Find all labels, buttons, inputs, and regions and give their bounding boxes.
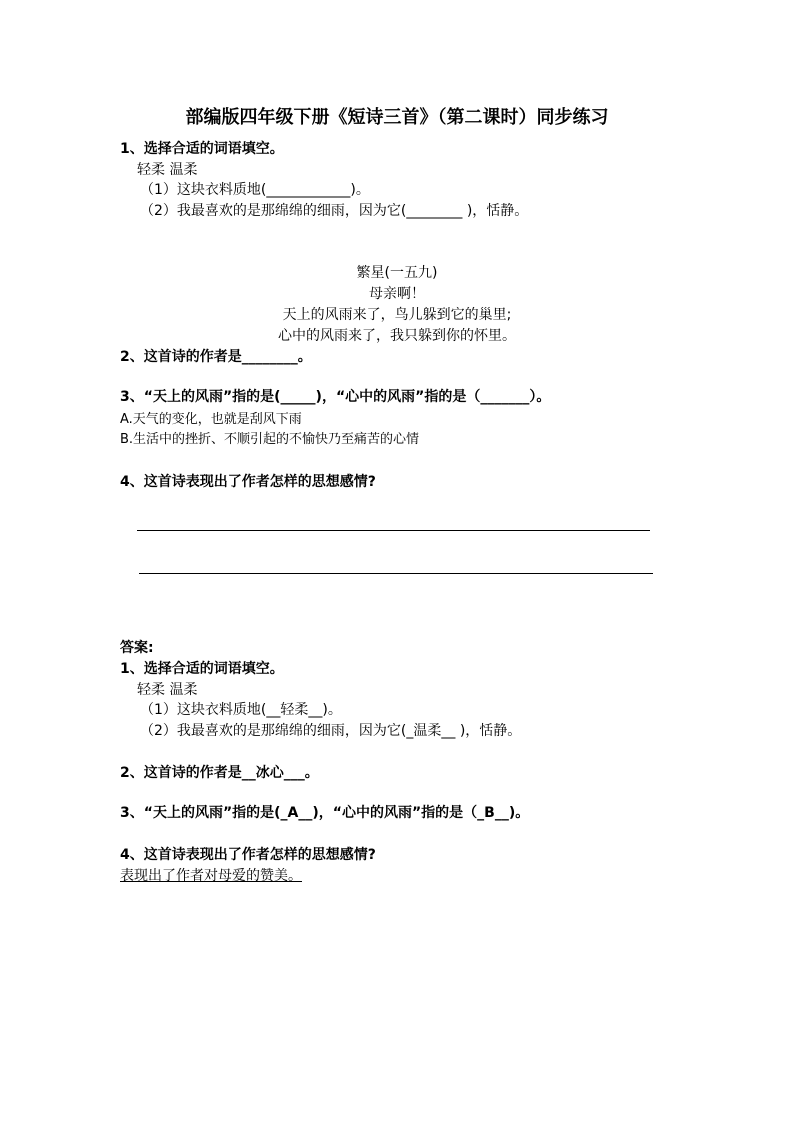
answer-1-word-choices: 轻柔 温柔 [137, 682, 198, 698]
answer-1-item-2: （2）我最喜欢的是那绵绵的细雨，因为它(_温柔__ )，恬静。 [140, 723, 522, 739]
question-2: 2、这首诗的作者是________。 [120, 349, 312, 365]
question-3: 3、“天上的风雨”指的是(_____)，“心中的风雨”指的是（_______）。 [120, 389, 551, 405]
answer-1-heading: 1、选择合适的词语填空。 [120, 661, 284, 677]
answer-1-item-1: （1）这块衣料质地(__轻柔__)。 [140, 702, 342, 718]
poem-title: 繁星(一五九) [356, 265, 438, 281]
poem-line-2: 天上的风雨来了，鸟儿躲到它的巢里; [282, 307, 512, 323]
answer-3: 3、“天上的风雨”指的是(_A__)，“心中的风雨”指的是（_B__)。 [120, 805, 530, 821]
poem-line-1: 母亲啊！ [369, 286, 425, 302]
question-3-option-b: B.生活中的挫折、不顺引起的不愉快乃至痛苦的心情 [120, 432, 420, 447]
answer-4-text: 表现出了作者对母爱的赞美。 [120, 868, 302, 884]
question-1-word-choices: 轻柔 温柔 [137, 162, 198, 178]
page-title: 部编版四年级下册《短诗三首》（第二课时）同步练习 [185, 107, 609, 128]
poem-line-3: 心中的风雨来了，我只躲到你的怀里。 [278, 328, 516, 344]
question-1-item-1: （1）这块衣料质地(____________)。 [140, 182, 370, 198]
question-3-option-a: A.天气的变化，也就是刮风下雨 [120, 412, 302, 427]
answers-label: 答案: [120, 640, 154, 656]
question-1-item-2: （2）我最喜欢的是那绵绵的细雨，因为它(________ )，恬静。 [140, 203, 529, 219]
answer-line-1 [137, 530, 650, 531]
answer-2: 2、这首诗的作者是__冰心___。 [120, 765, 319, 781]
answer-line-2 [139, 573, 653, 574]
question-1-heading: 1、选择合适的词语填空。 [120, 141, 284, 157]
answer-4-heading: 4、这首诗表现出了作者怎样的思想感情? [120, 847, 376, 863]
question-4: 4、这首诗表现出了作者怎样的思想感情? [120, 474, 376, 490]
